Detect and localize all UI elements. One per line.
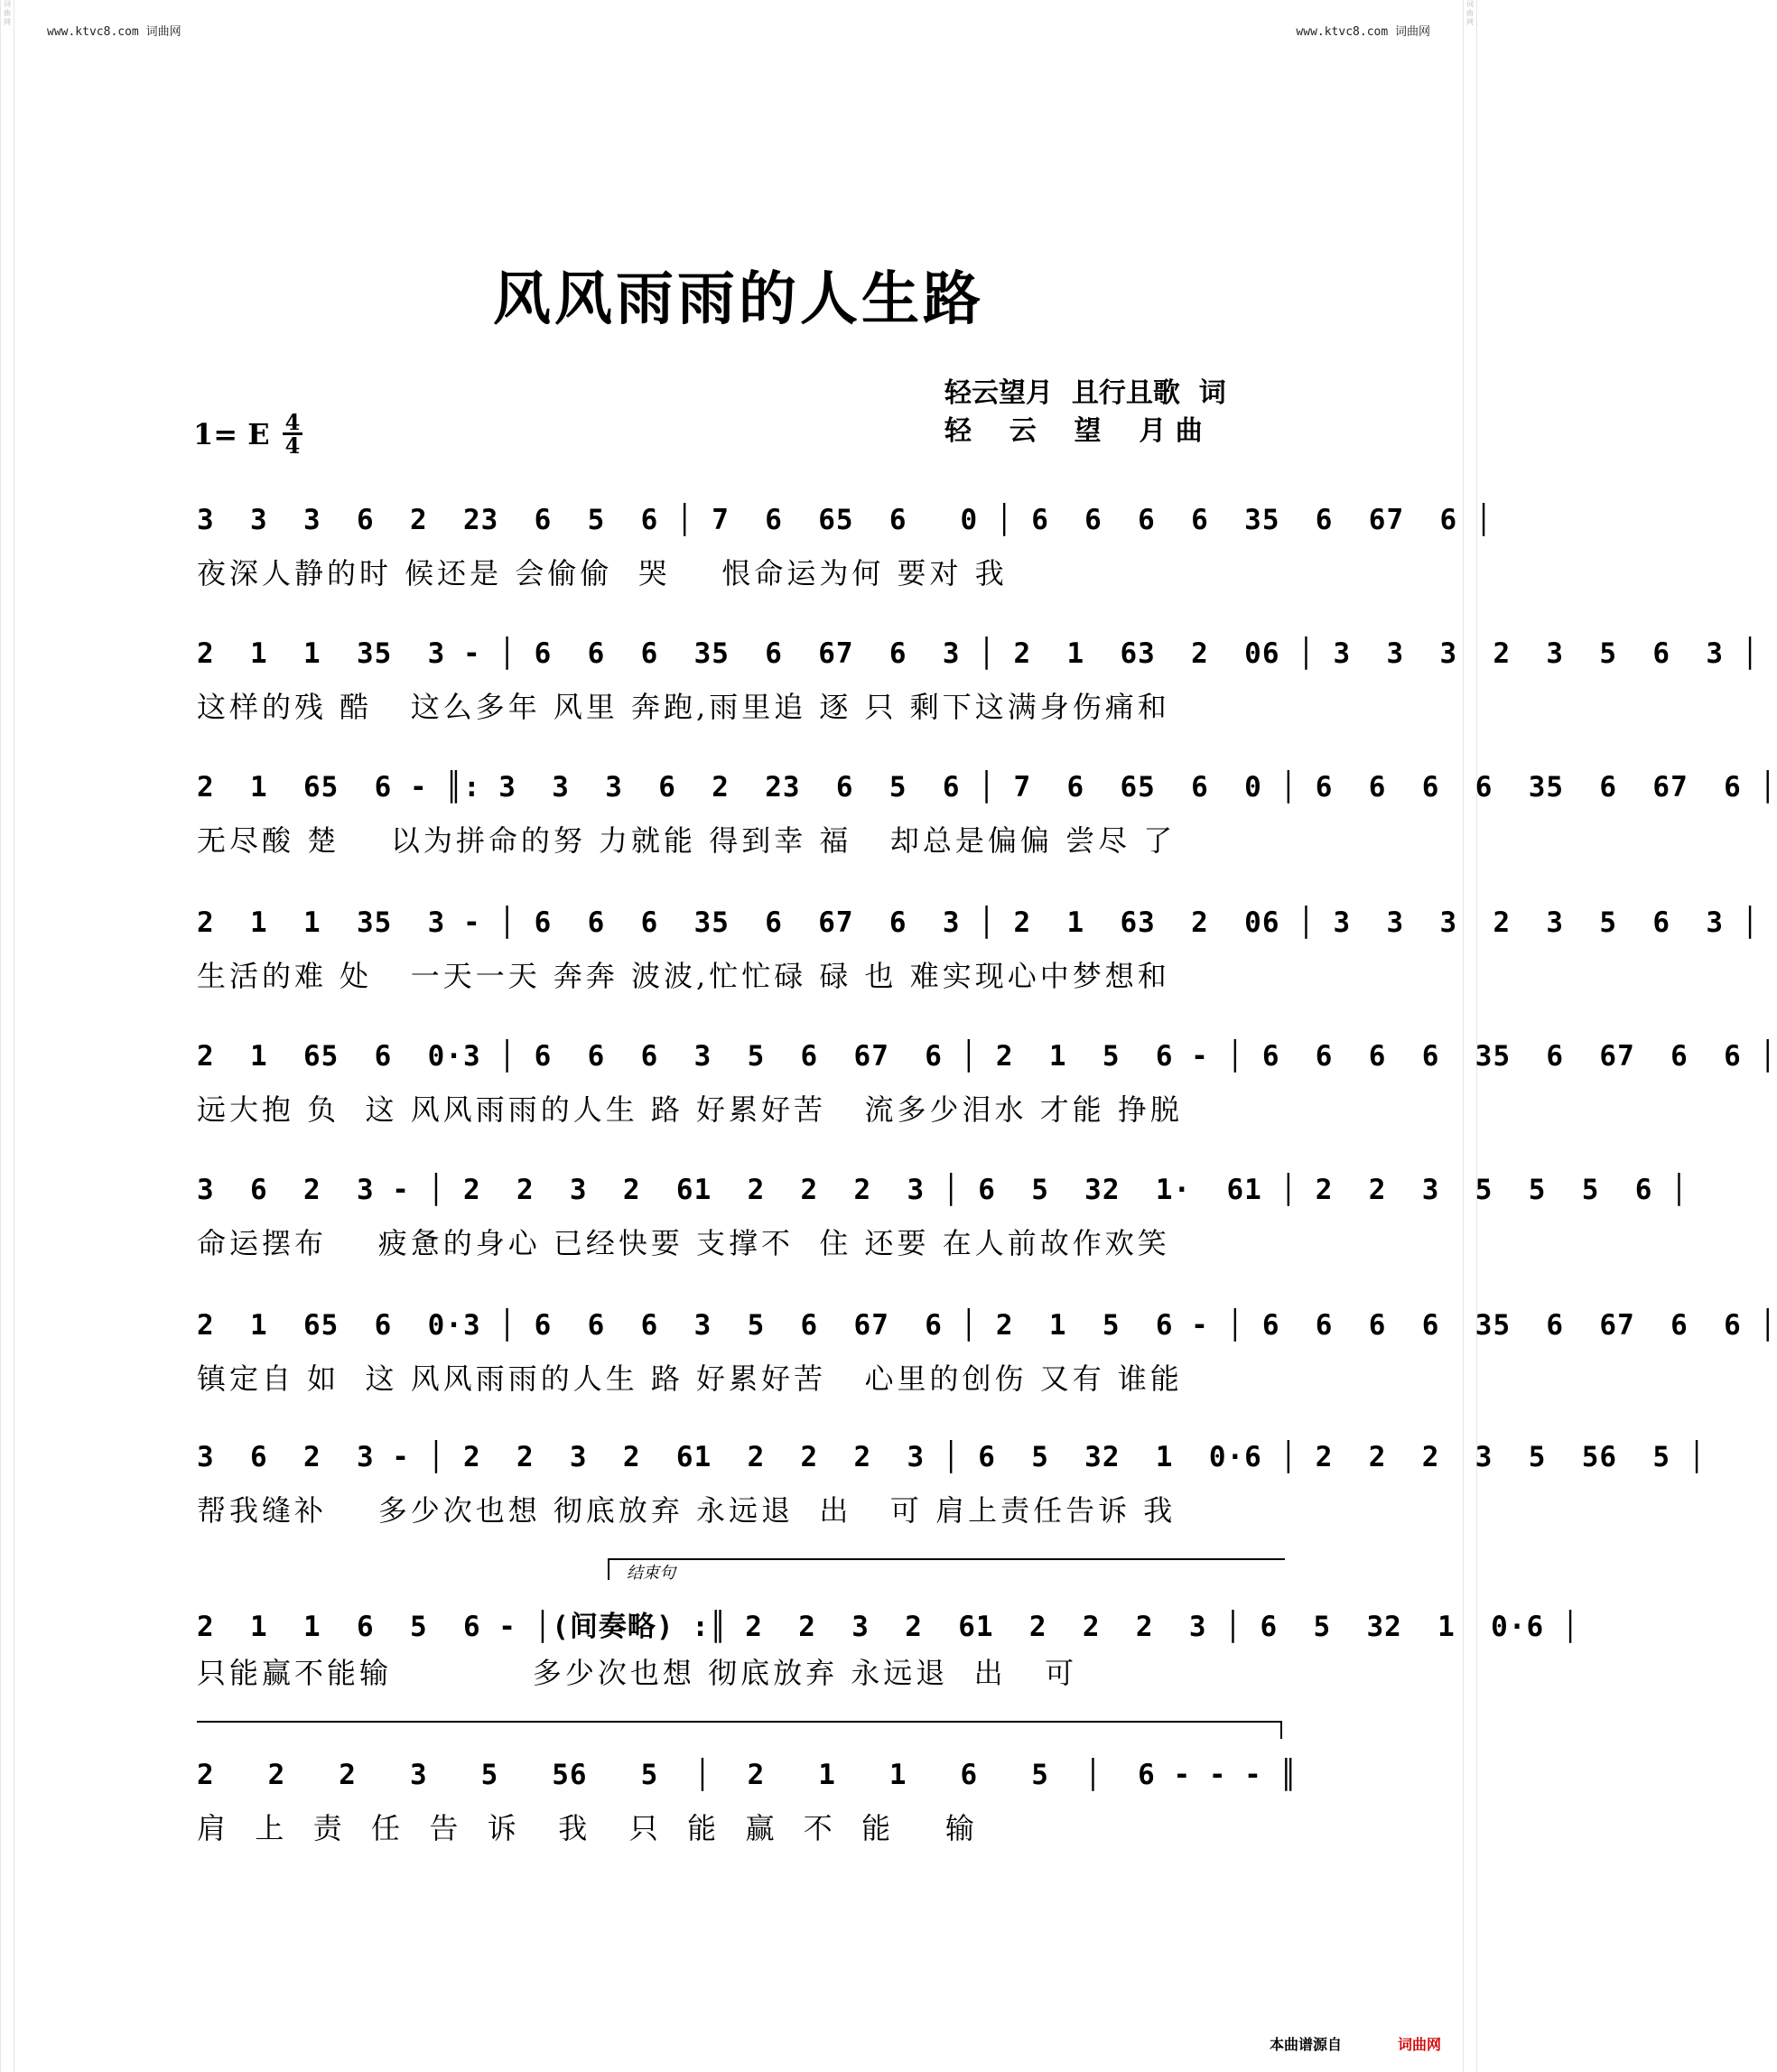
lyric-line: 无尽酸 楚 以为拼命的努 力就能 得到幸 福 却总是偏偏 尝尽 了 xyxy=(197,823,1177,858)
notation-line: 3 6 2 3 - │ 2 2 3 2 61 2 2 2 3 │ 6 5 32 1· 61 │ 2 2 3 5 5 5 6 │ xyxy=(197,1174,1689,1206)
ending-label: 结束句 xyxy=(627,1564,675,1583)
notation-line: 2 1 65 6 - ║: 3 3 3 6 2 23 6 5 6 │ 7 6 65 6 0 │ 6 6 6 6 35 6 67 6 │ xyxy=(197,771,1777,804)
notation-line: 3 6 2 3 - │ 2 2 3 2 61 2 2 2 3 │ 6 5 32 1 0·6 │ 2 2 2 3 5 56 5 │ xyxy=(197,1441,1707,1473)
notation-line: 2 2 2 3 5 56 5 │ 2 1 1 6 5 │ 6 - - - ║ xyxy=(197,1759,1298,1791)
composer-credit: 轻 云 望 月 曲 xyxy=(944,415,1203,447)
header-site-right[interactable]: www.ktvc8.com 词曲网 xyxy=(1296,25,1430,39)
song-title: 风风雨雨的人生路 xyxy=(493,265,984,333)
notation-line: 2 1 65 6 0·3 │ 6 6 6 3 5 6 67 6 │ 2 1 5 6 - │ 6 6 6 6 35 6 67 6 6 │ xyxy=(197,1309,1777,1342)
lyric-line: 这样的残 酷 这么多年 风里 奔跑,雨里追 逐 只 剩下这满身伤痛和 xyxy=(197,690,1170,724)
footer-logo[interactable]: 词曲网 xyxy=(1397,2036,1441,2053)
lyric-line: 远大抱 负 这 风风雨雨的人生 路 好累好苦 流多少泪水 才能 挣脱 xyxy=(197,1092,1183,1127)
left-watermark-text: 词曲网 xyxy=(4,0,11,26)
time-signature-top: 4 xyxy=(284,409,301,435)
notation-line: 3 3 3 6 2 23 6 5 6 │ 7 6 65 6 0 │ 6 6 6 6 35 6 67 6 │ xyxy=(197,504,1493,536)
lyric-line: 肩 上 责 任 告 诉 我 只 能 赢 不 能 输 xyxy=(197,1811,978,1845)
lyric-line: 只能赢不能输 多少次也想 彻底放弃 永远退 出 可 xyxy=(197,1656,1078,1690)
lyric-line: 镇定自 如 这 风风雨雨的人生 路 好累好苦 心里的创伤 又有 谁能 xyxy=(197,1361,1183,1396)
notation-line: 2 1 1 6 5 6 - │(间奏略) :║ 2 2 3 2 61 2 2 2 3 │ 6 5 32 1 0·6 │ xyxy=(197,1611,1580,1643)
header-site-left[interactable]: www.ktvc8.com 词曲网 xyxy=(47,25,181,39)
notation-line: 2 1 65 6 0·3 │ 6 6 6 3 5 6 67 6 │ 2 1 5 6 - │ 6 6 6 6 35 6 67 6 6 │ xyxy=(197,1040,1777,1073)
lyric-line: 夜深人静的时 候还是 会偷偷 哭 恨命运为何 要对 我 xyxy=(197,556,1008,590)
footer-source-text: 本曲谱源自 xyxy=(1269,2036,1342,2053)
right-watermark-text: 词曲网 xyxy=(1466,0,1474,26)
lyricist-credit: 轻云望月 且行且歌 词 xyxy=(944,377,1226,409)
key-signature: 1= E xyxy=(193,417,270,451)
lyric-line: 帮我缝补 多少次也想 彻底放弃 永远退 出 可 肩上责任告诉 我 xyxy=(197,1493,1177,1528)
lyric-line: 生活的难 处 一天一天 奔奔 波波,忙忙碌 碌 也 难实现心中梦想和 xyxy=(197,959,1170,993)
time-signature-bottom: 4 xyxy=(284,432,301,459)
ending-bracket xyxy=(608,1558,1285,1580)
notation-line: 2 1 1 35 3 - │ 6 6 6 35 6 67 6 3 │ 2 1 63 2 06 │ 3 3 3 2 3 5 6 3 │ xyxy=(197,906,1760,939)
lyric-line: 命运摆布 疲惫的身心 已经快要 支撑不 住 还要 在人前故作欢笑 xyxy=(197,1226,1170,1260)
time-signature xyxy=(281,409,304,459)
coda-bracket xyxy=(197,1721,1282,1739)
notation-line: 2 1 1 35 3 - │ 6 6 6 35 6 67 6 3 │ 2 1 63 2 06 │ 3 3 3 2 3 5 6 3 │ xyxy=(197,637,1760,670)
